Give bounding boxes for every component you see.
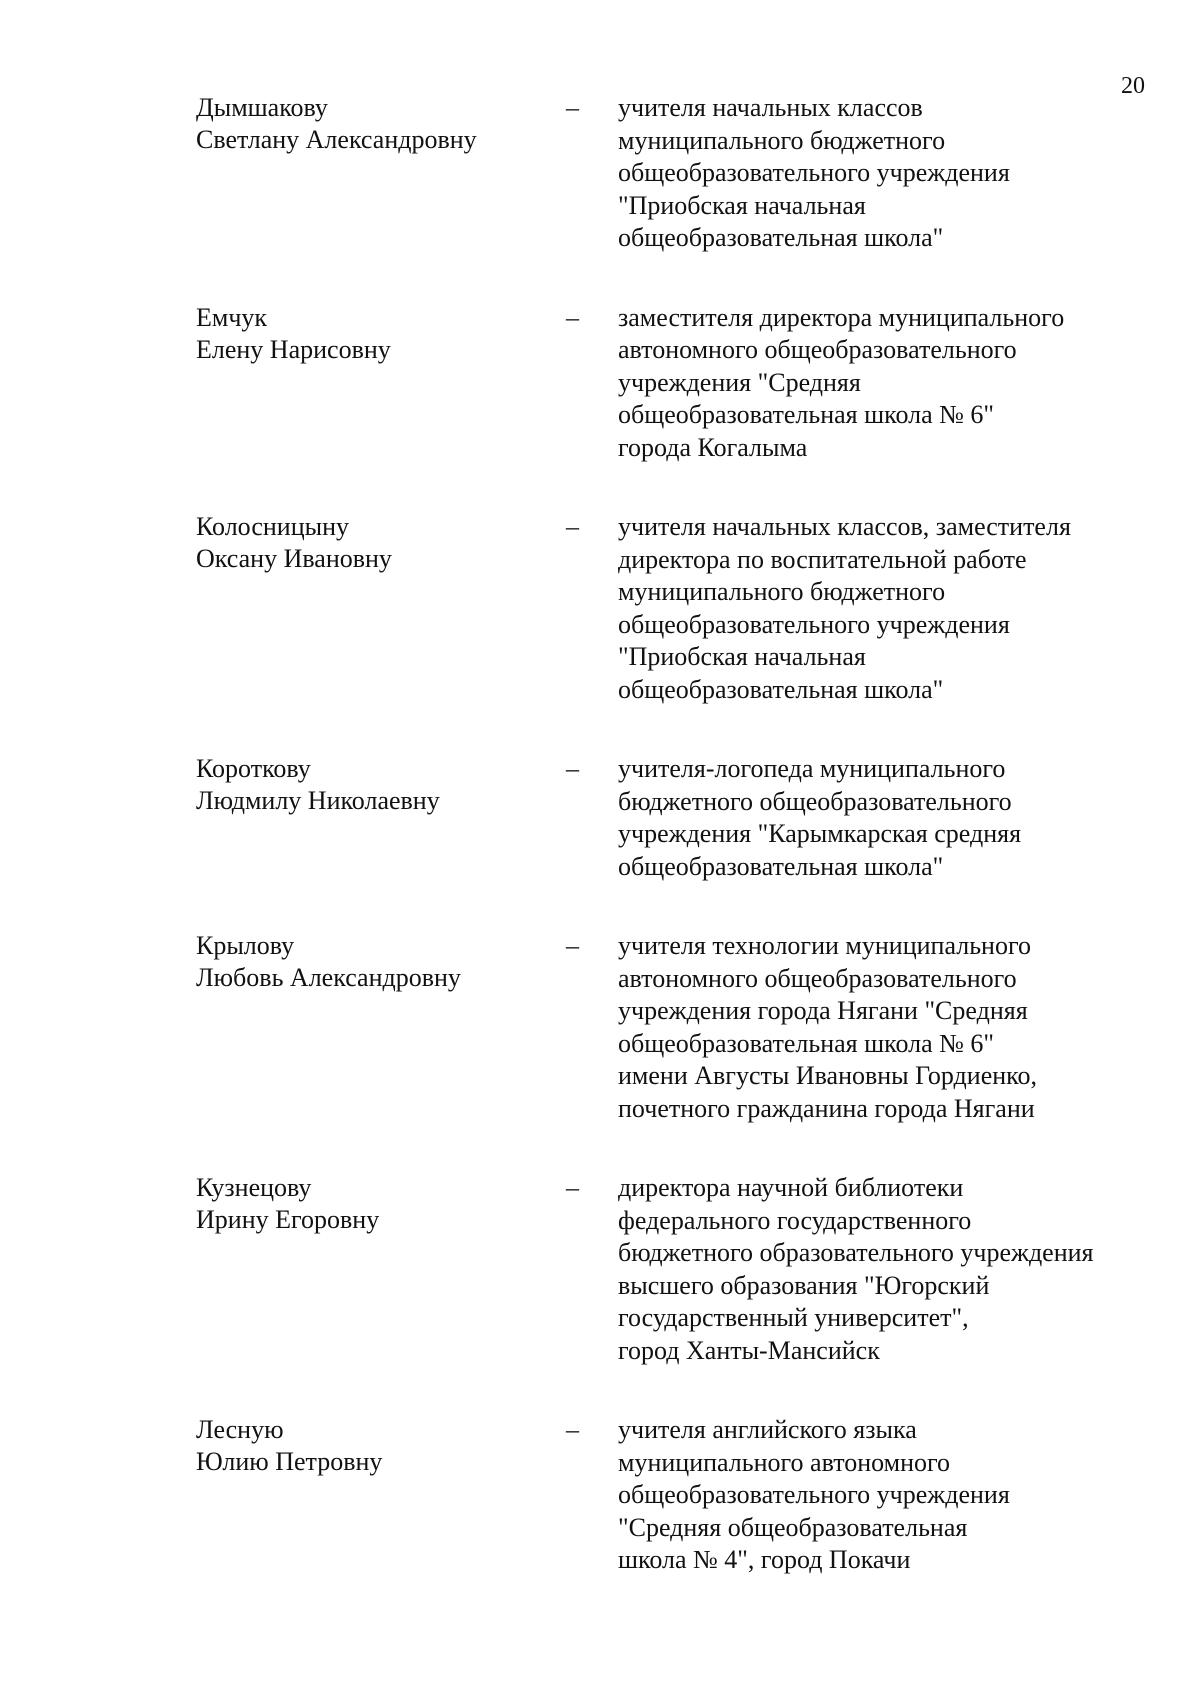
description-line: высшего образования "Югорский — [618, 1270, 990, 1300]
description-line: государственный университет", — [618, 1303, 969, 1332]
given-names: Любовь Александровну — [196, 963, 461, 992]
list-item — [196, 1172, 1146, 1367]
description-line: учителя английского языка — [618, 1415, 917, 1444]
surname: Емчук — [196, 302, 268, 332]
description-line: учреждения города Нягани "Средняя — [618, 996, 1028, 1025]
person-name — [196, 302, 566, 366]
position-description — [618, 302, 1146, 465]
description-line: муниципального бюджетного — [618, 577, 946, 606]
position-description — [618, 92, 1146, 255]
description-line: общеобразовательная школа № 6" — [618, 400, 995, 429]
surname: Крылову — [196, 931, 295, 960]
given-names: Оксану Ивановну — [196, 544, 392, 573]
description-line: бюджетного образовательного учреждения — [618, 1238, 1094, 1267]
dash-separator: – — [566, 754, 579, 783]
position-description — [618, 930, 1146, 1125]
list-item — [196, 511, 1146, 706]
description-line: автономного общеобразовательного — [618, 335, 1017, 364]
given-names: Юлию Петровну — [196, 1447, 383, 1476]
position-description — [618, 1414, 1146, 1577]
page-number: 20 — [1121, 73, 1145, 99]
award-list — [196, 92, 1146, 1624]
person-name — [196, 1414, 566, 1478]
description-line: федерального государственного — [618, 1205, 972, 1235]
position-description — [618, 1172, 1146, 1367]
description-line: учителя-логопеда муниципального — [618, 754, 1006, 783]
dash-separator: – — [566, 512, 579, 541]
dash-separator: – — [566, 931, 579, 960]
description-line: почетного гражданина города Нягани — [618, 1093, 1035, 1123]
description-line: учителя начальных классов — [618, 93, 923, 122]
description-line: общеобразовательная школа" — [618, 851, 944, 881]
description-line: общеобразовательного учреждения — [618, 158, 1010, 187]
person-name — [196, 511, 566, 575]
list-item — [196, 92, 1146, 255]
person-name — [196, 930, 566, 994]
description-line: заместителя директора муниципального — [618, 302, 1065, 332]
surname: Дымшакову — [196, 93, 328, 122]
surname: Короткову — [196, 754, 311, 783]
description-line: учреждения "Средняя — [618, 367, 861, 397]
person-name — [196, 92, 566, 156]
description-line: школа № 4", город Покачи — [618, 1545, 911, 1574]
description-line: общеобразовательная школа" — [618, 674, 944, 704]
description-line: муниципального бюджетного — [618, 125, 946, 155]
description-line: учреждения "Карымкарская средняя — [618, 819, 1022, 848]
given-names: Людмилу Николаевну — [196, 786, 440, 815]
surname: Колосницыну — [196, 512, 349, 541]
list-item — [196, 753, 1146, 883]
description-line: общеобразовательная школа № 6" — [618, 1028, 995, 1058]
description-line: "Средняя общеобразовательная — [618, 1512, 968, 1542]
description-line: имени Августы Ивановны Гордиенко, — [618, 1061, 1037, 1090]
description-line: города Когалыма — [618, 432, 808, 462]
list-item — [196, 302, 1146, 465]
description-line: учителя начальных классов, заместителя — [618, 512, 1071, 541]
surname: Лесную — [196, 1415, 284, 1444]
description-line: общеобразовательного учреждения — [618, 609, 1010, 639]
description-line: директора научной библиотеки — [618, 1173, 964, 1202]
dash-separator: – — [566, 302, 579, 332]
description-line: "Приобская начальная — [618, 642, 866, 671]
position-description — [618, 511, 1146, 706]
description-line: муниципального автономного — [618, 1447, 951, 1477]
description-line: общеобразовательная школа" — [618, 223, 944, 252]
given-names: Ирину Егоровну — [196, 1205, 380, 1234]
list-item — [196, 1414, 1146, 1577]
description-line: общеобразовательного учреждения — [618, 1480, 1010, 1509]
given-names: Елену Нарисовну — [196, 334, 391, 364]
list-item — [196, 930, 1146, 1125]
description-line: автономного общеобразовательного — [618, 963, 1017, 993]
dash-separator: – — [566, 1415, 579, 1444]
dash-separator: – — [566, 93, 579, 122]
description-line: город Ханты-Мансийск — [618, 1335, 880, 1365]
person-name — [196, 1172, 566, 1236]
given-names: Светлану Александровну — [196, 125, 477, 154]
description-line: бюджетного общеобразовательного — [618, 786, 1012, 816]
description-line: учителя технологии муниципального — [618, 931, 1031, 960]
description-line: директора по воспитательной работе — [618, 544, 1027, 574]
person-name — [196, 753, 566, 817]
position-description — [618, 753, 1146, 883]
description-line: "Приобская начальная — [618, 190, 866, 220]
dash-separator: – — [566, 1173, 579, 1202]
surname: Кузнецову — [196, 1173, 312, 1202]
